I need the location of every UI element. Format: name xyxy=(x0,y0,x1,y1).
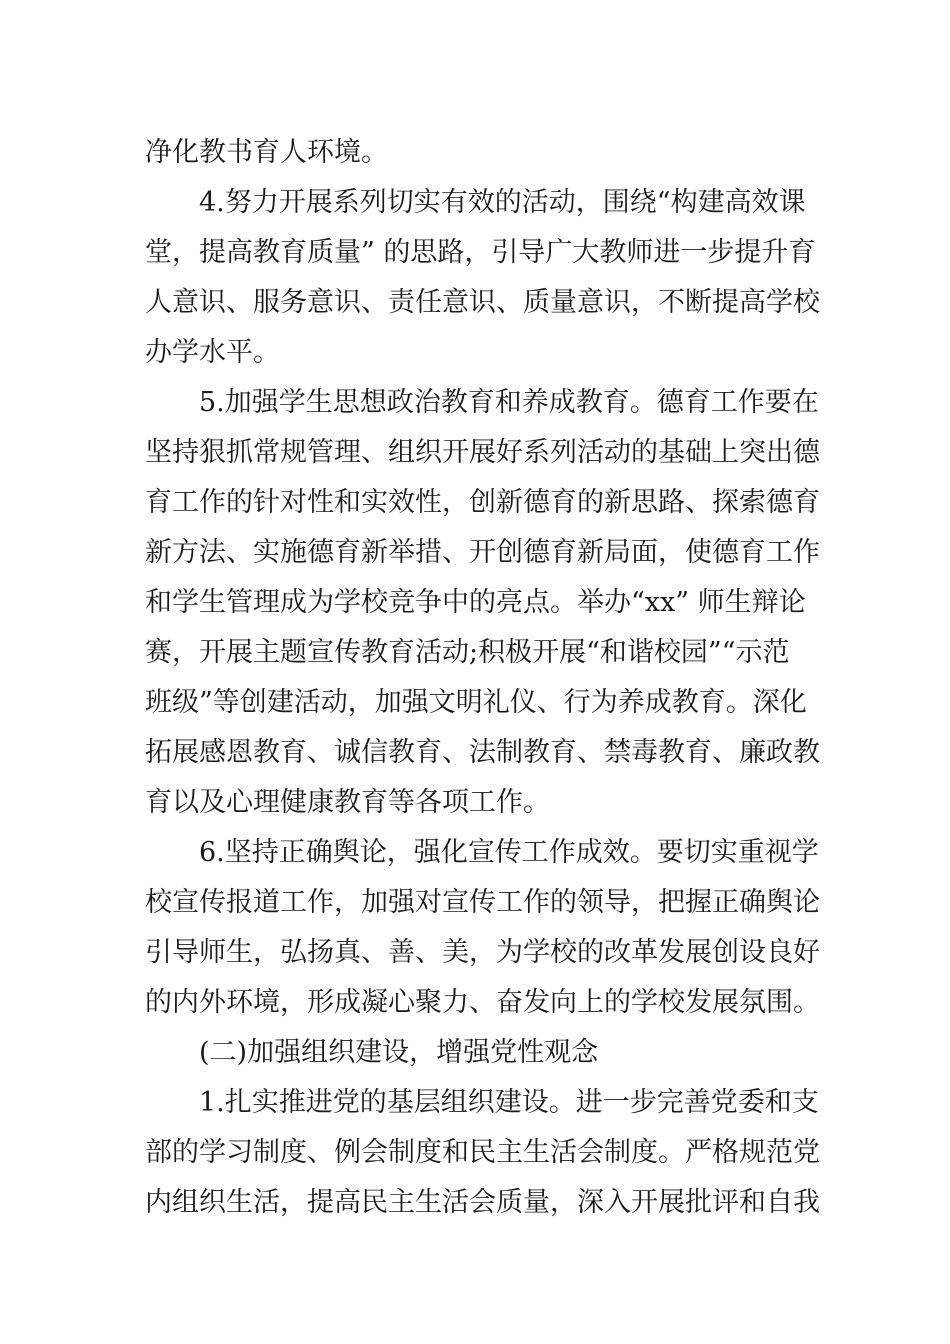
text-line-17: 引导师生，弘扬真、善、美，为学校的改革发展创设良好 xyxy=(145,937,820,968)
text-line-10: 和学生管理成为学校竞争中的亮点。举办“xx” 师生辩论 xyxy=(145,587,806,618)
text-line-20: 1.扎实推进党的基层组织建设。进一步完善党委和支 xyxy=(199,1087,819,1118)
text-line-2: 4.努力开展系列切实有效的活动，围绕“构建高效课 xyxy=(199,187,806,218)
text-line-6: 5.加强学生思想政治教育和养成教育。德育工作要在 xyxy=(199,387,819,418)
text-line-1: 净化教书育人环境。 xyxy=(145,137,388,168)
text-line-15: 6.坚持正确舆论，强化宣传工作成效。要切实重视学 xyxy=(199,837,819,868)
text-line-13: 拓展感恩教育、诚信教育、法制教育、禁毒教育、廉政教 xyxy=(145,737,820,768)
text-line-18: 的内外环境，形成凝心聚力、奋发向上的学校发展氛围。 xyxy=(145,987,820,1018)
section-heading: (二)加强组织建设，增强党性观念 xyxy=(199,1037,599,1068)
text-line-9: 新方法、实施德育新举措、开创德育新局面，使德育工作 xyxy=(145,537,820,568)
text-line-22: 内组织生活，提高民主生活会质量，深入开展批评和自我 xyxy=(145,1187,820,1218)
text-line-21: 部的学习制度、例会制度和民主生活会制度。严格规范党 xyxy=(145,1137,820,1168)
text-line-12: 班级”等创建活动，加强文明礼仪、行为养成教育。深化 xyxy=(145,687,807,718)
text-line-5: 办学水平。 xyxy=(145,337,280,368)
text-line-3: 堂，提高教育质量” 的思路，引导广大教师进一步提升育 xyxy=(145,237,816,268)
text-line-8: 育工作的针对性和实效性，创新德育的新思路、探索德育 xyxy=(145,487,820,518)
text-line-7: 坚持狠抓常规管理、组织开展好系列活动的基础上突出德 xyxy=(145,437,820,468)
text-line-16: 校宣传报道工作，加强对宣传工作的领导，把握正确舆论 xyxy=(145,887,820,918)
text-line-14: 育以及心理健康教育等各项工作。 xyxy=(145,787,550,818)
text-line-4: 人意识、服务意识、责任意识、质量意识，不断提高学校 xyxy=(145,287,820,318)
text-line-11: 赛，开展主题宣传教育活动;积极开展“和谐校园”“示范 xyxy=(145,637,790,668)
